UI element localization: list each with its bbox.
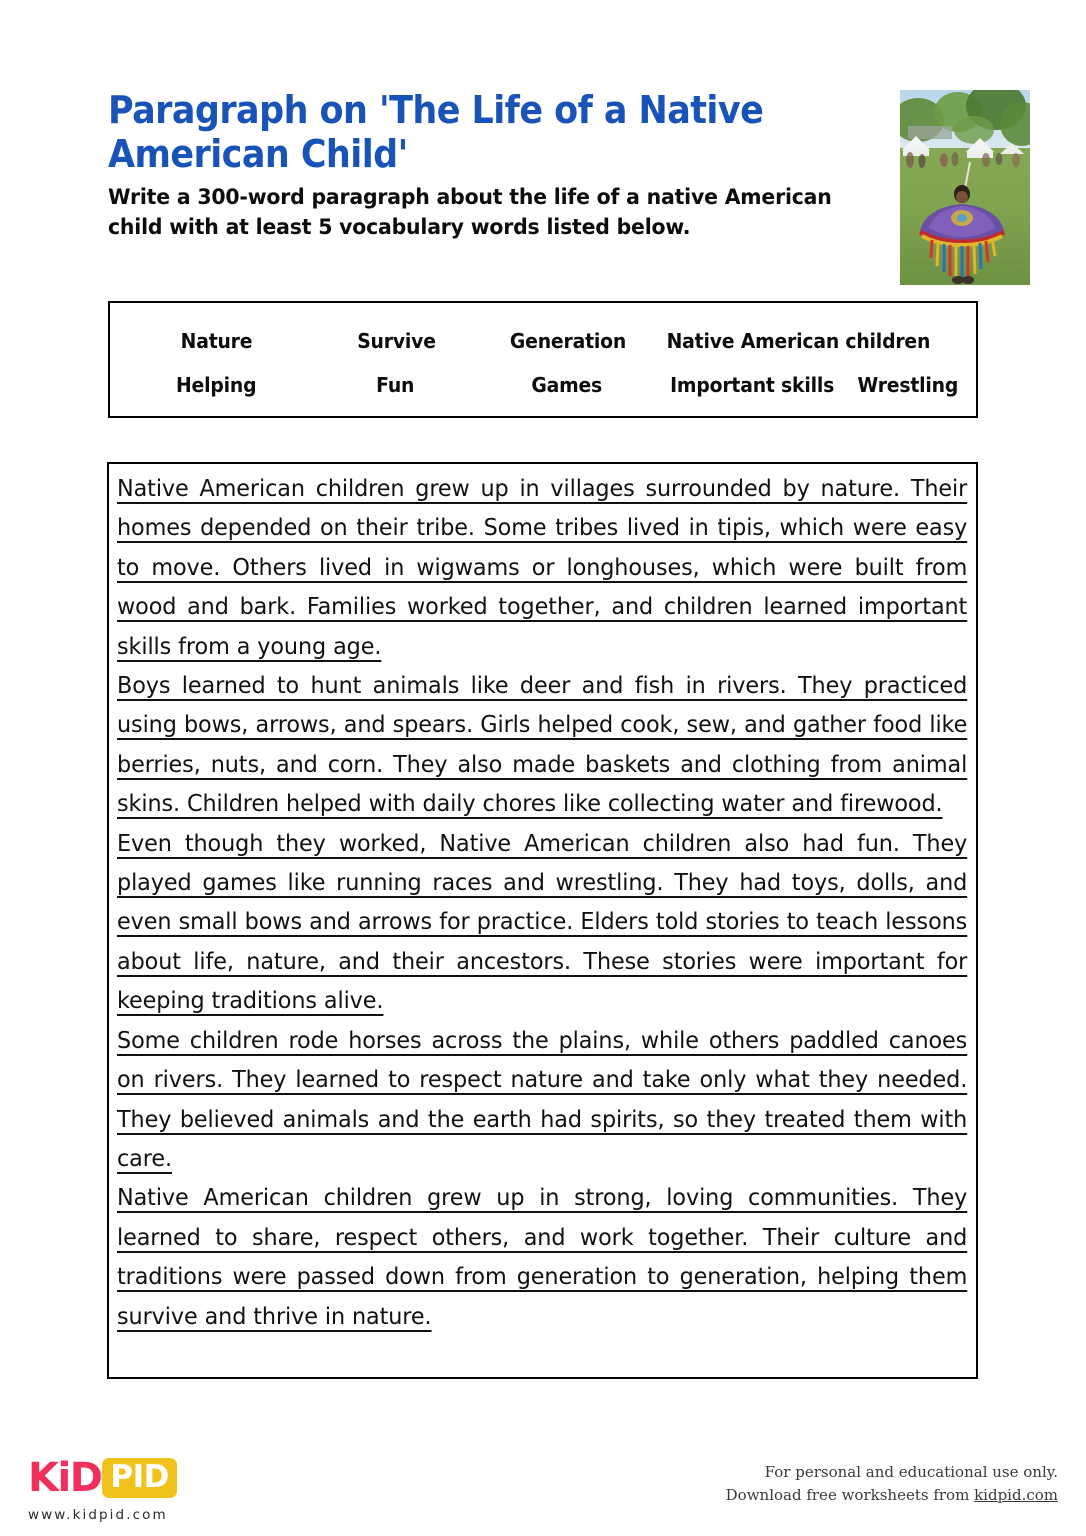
page-title: Paragraph on 'The Life of a Native American Child': [108, 88, 764, 177]
usage-notice: [726, 1461, 1058, 1508]
vocabulary-word: Helping: [175, 373, 257, 397]
usage-notice-line2: [726, 1484, 1058, 1507]
vocabulary-word: Nature: [180, 329, 253, 353]
vocabulary-row: [124, 363, 962, 407]
answer-paragraph: Native American children grew up in strong, loving communities. They learned to share, respect others, and work together. Their culture and traditions were passed down from generation to generation, helping them survive and thrive in nature.: [117, 1185, 968, 1330]
answer-paragraph: Boys learned to hunt animals like deer and fish in rivers. They practiced using bows, arrows, and spears. Girls helped cook, sew, and gather food like berries, nuts, and corn. They also made baskets and clothing from animal skins. Children helped with daily chores like collecting water and firewood.: [117, 673, 968, 818]
logo-website-url: www.kidpid.com: [28, 1507, 168, 1523]
vocabulary-word: Important skills: [670, 373, 835, 397]
kidpid-logo[interactable]: [28, 1456, 228, 1523]
answer-paragraph: Some children rode horses across the plains, while others paddled canoes on rivers. They learned to respect nature and take only what they needed. They believed animals and the earth had spirits, so they treated them with care.: [117, 1027, 968, 1172]
vocabulary-word-bank: [108, 301, 978, 418]
logo-kid-text: KiD: [28, 1455, 102, 1501]
answer-paragraph: Native American children grew up in villages surrounded by nature. Their homes depended on their tribe. Some tribes lived in tipis, which were easy to move. Others lived in wigwams or longhouses, which were built from wood and bark. Families worked together, and children learned important skills from a young age.: [117, 476, 968, 660]
worksheet-header: [108, 88, 888, 244]
vocabulary-row: [124, 319, 962, 363]
photo-illustration: [900, 90, 1030, 285]
kidpid-link[interactable]: kidpid.com: [974, 1486, 1058, 1505]
answer-writing-area[interactable]: [107, 462, 978, 1379]
instruction-text: Write a 300-word paragraph about the life of a native American child with at least 5 vocabulary words listed below.: [108, 184, 832, 241]
vocabulary-word: Generation: [509, 329, 627, 353]
powwow-dancer-photo: [900, 90, 1030, 285]
logo-mark: [28, 1456, 228, 1500]
logo-pid-badge: PID: [102, 1458, 177, 1498]
vocabulary-word: Survive: [357, 329, 436, 353]
vocabulary-word: Games: [531, 373, 602, 397]
usage-notice-prefix: Download free worksheets from: [725, 1486, 975, 1505]
vocabulary-word: Fun: [376, 373, 415, 397]
answer-paragraph: Even though they worked, Native American children also had fun. They played games like running races and wrestling. They had toys, dolls, and even small bows and arrows for practice. Elders told stories to teach lessons about life, nature, and their ancestors. These stories were important for keeping traditions alive.: [117, 830, 968, 1015]
vocabulary-word: Native American children: [666, 329, 931, 353]
usage-notice-line1: For personal and educational use only.: [764, 1463, 1058, 1481]
vocabulary-word: Wrestling: [857, 373, 959, 397]
